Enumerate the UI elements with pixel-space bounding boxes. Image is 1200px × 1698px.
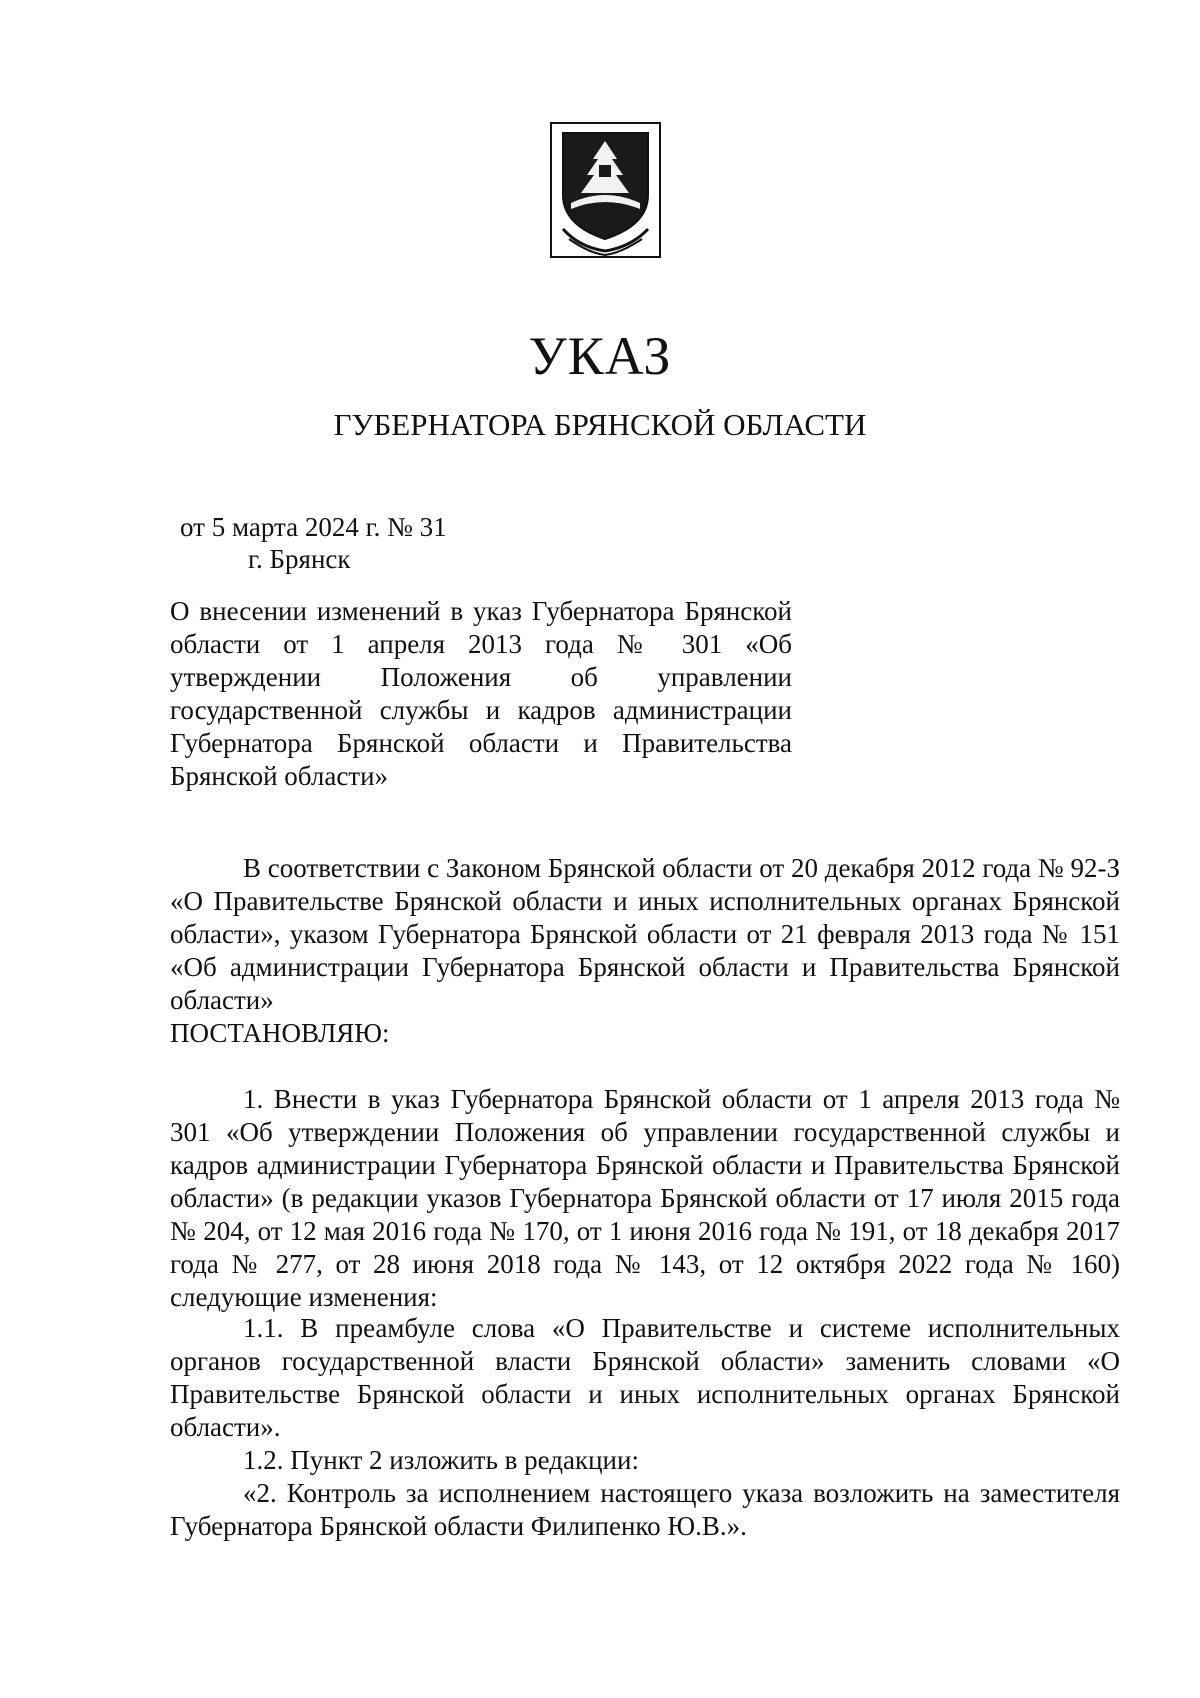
bryansk-coat-of-arms-icon	[549, 121, 662, 259]
postanovlyayu-label: ПОСТАНОВЛЯЮ:	[170, 1018, 390, 1048]
preamble-paragraph: В соответствии с Законом Брянской области от 20 декабря 2012 года № 92-З «О Правительстве Брянской области и иных исполнительных органах Брянской области», указом Губернатора Брянской области от 21 февраля 2013 года № 151 «Об администрации Губернатора Брянской области и Правительства Брянской области»	[170, 853, 1120, 1015]
item-1-2-quoted-text: «2. Контроль за исполнением настоящего указа возложить на заместителя Губернатора Брянской области Филипенко Ю.В.».	[170, 1478, 1120, 1541]
item-1-1-paragraph: 1.1. В преамбуле слова «О Правительстве и системе исполнительных органов государственной власти Брянской области» заменить словами «О Правительстве Брянской области и иных исполнительных органах Брянской области».	[170, 1313, 1120, 1442]
document-date-number: от 5 марта 2024 г. № 31	[180, 512, 447, 542]
document-subtitle: ГУБЕРНАТОРА БРЯНСКОЙ ОБЛАСТИ	[333, 407, 867, 442]
item-1-2-paragraph: 1.2. Пункт 2 изложить в редакции:	[243, 1445, 639, 1475]
document-heading: О внесении изменений в указ Губернатора Брянской области от 1 апреля 2013 года № 301 «Об утверждении Положения об управлении государственной службы и кадров администрации Губернатора Брянской области и Правительства Брянской области»	[170, 596, 792, 791]
document-city: г. Брянск	[248, 544, 351, 574]
document-title: УКАЗ	[528, 326, 672, 386]
item-1-paragraph: 1. Внести в указ Губернатора Брянской области от 1 апреля 2013 года № 301 «Об утверждении Положения об управлении государственной службы и кадров администрации Губернатора Брянской области и Правительства Брянской области» (в редакции указов Губернатора Брянской области от 17 июля 2015 года № 204, от 12 мая 2016 года № 170, от 1 июня 2016 года № 191, от 18 декабря 2017 года № 277, от 28 июня 2018 года № 143, от 12 октября 2022 года № 160) следующие изменения:	[170, 1084, 1120, 1312]
